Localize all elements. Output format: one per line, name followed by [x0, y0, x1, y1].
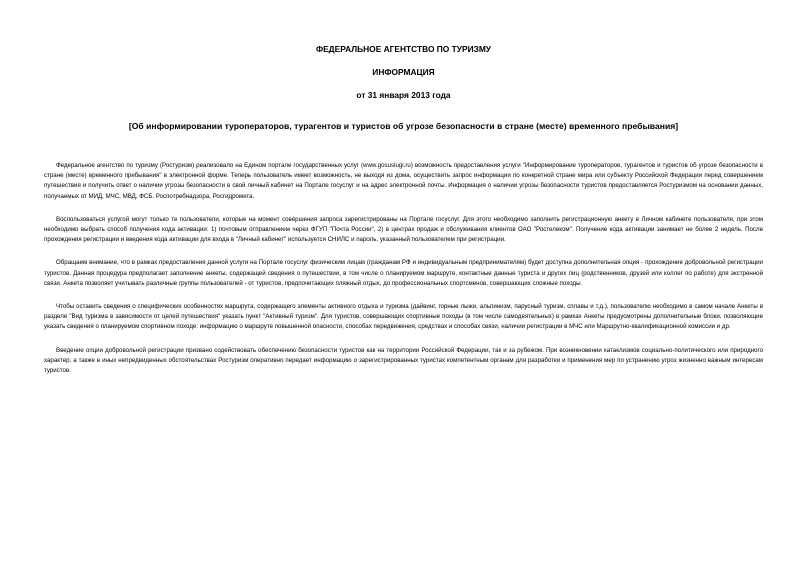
document-body [44, 161, 763, 376]
document-type: ИНФОРМАЦИЯ [372, 67, 435, 77]
agency-name: ФЕДЕРАЛЬНОЕ АГЕНТСТВО ПО ТУРИЗМУ [315, 44, 492, 54]
paragraph-1: Федеральное агентство по туризму (Ростуризм) реализовало на Едином портале государственных услуг (www.gosuslugi.ru) возможность предоставления услуги "Информирование туроператоров, турагентов и туристов об угрозе безопасности в стране (месте) временного пребывания" в электронной форме. Теперь пользователь имеет возможность, не выходя из дома, осуществить запрос информации по конкретной стране мира или субъекту Российской Федерации перед совершением путешествия и получить ответ о наличии угрозы безопасности в свой личный кабинет на Портале госуслуг и на адрес электронной почты. Информация о наличии угрозы безопасности туристов предоставляется Ростуризмом на основании данных, получаемых от МИД, МЧС, МВД, ФСБ, Роспотребнадзора, Росгидромета. [44, 162, 763, 200]
paragraph-2: Воспользоваться услугой могут только те пользователи, которые на момент совершения запроса зарегистрированы на Портале госуслуг. Для этого необходимо заполнить регистрационную анкету в Личном кабинете пользователя, при этом необходимо выбрать способ получения кода активации: 1) почтовым отправлением через ФГУП "Почта России", 2) в центрах продаж и обслуживания клиентов ОАО "Ростелеком". Получение кода активации занимает не более 2 недель. После прохождения регистрации и введения кода активации для входа в "Личный кабинет" используется СНИЛС и пароль, указанный пользователем при регистрации. [44, 215, 763, 244]
paragraph-5: Введение опции добровольной регистрации призвано содействовать обеспечению безопасности туристов как на территории Российской Федерации, так и за рубежом. При возникновении катаклизмов социально-политического или природного характер, а также в иных непредвиденных обстоятельствах Ростуризм оперативно передает информацию о зарегистрированных туристах компетентным органам для разработки и применения мер по устранению угроз жизненно важным интересам туристов. [44, 346, 763, 375]
document-date: от 31 января 2013 года [356, 90, 451, 100]
paragraph-3: Обращаем внимание, что в рамках предоставления данной услуги на Портале госуслуг физическим лицам (гражданам РФ и индивидуальным предпринимателям) будет доступна дополнительная опция - прохождение добровольной регистрации туристов. Данная процедура предполагает заполнение анкеты, содержащей сведения о путешествии, в том числе о планируемом маршруте, контактные данные туриста и других лиц (родственников, друзей или коллег по работе) для экстренной связи. Анкета позволяет учитывать различные группы пользователей - от туристов, предпочитающих пляжный отдых, до профессиональных спортсменов, совершающих сложные походы. [44, 259, 763, 287]
document-title: [Об информировании туроператоров, турагентов и туристов об угрозе безопасности в стране (месте) временного пребывания] [128, 121, 679, 131]
paragraph-4: Чтобы оставить сведения о специфических особенностях маршрута, содержащего элементы активного отдыха и туризма (дайвинг, горные лыжи, альпинизм, парусный туризм, сплавы и т.д.), пользователю необходимо в самом начале Анкеты в разделе "Вид туризма в зависимости от целей путешествия" указать пункт "Активный туризм". Для туристов, совершающих спортивные походы (в том числе самодеятельных) в рамках Анкеты предусмотрены дополнительные блоки, позволяющие указать сведения о планируемом спортивном походе: информацию о маршруте повышенной опасности, способах передвижения, средствах и способах связи, наличии регистрации в МЧС или Маршрутно-квалификационной комиссии и др. [44, 303, 763, 331]
